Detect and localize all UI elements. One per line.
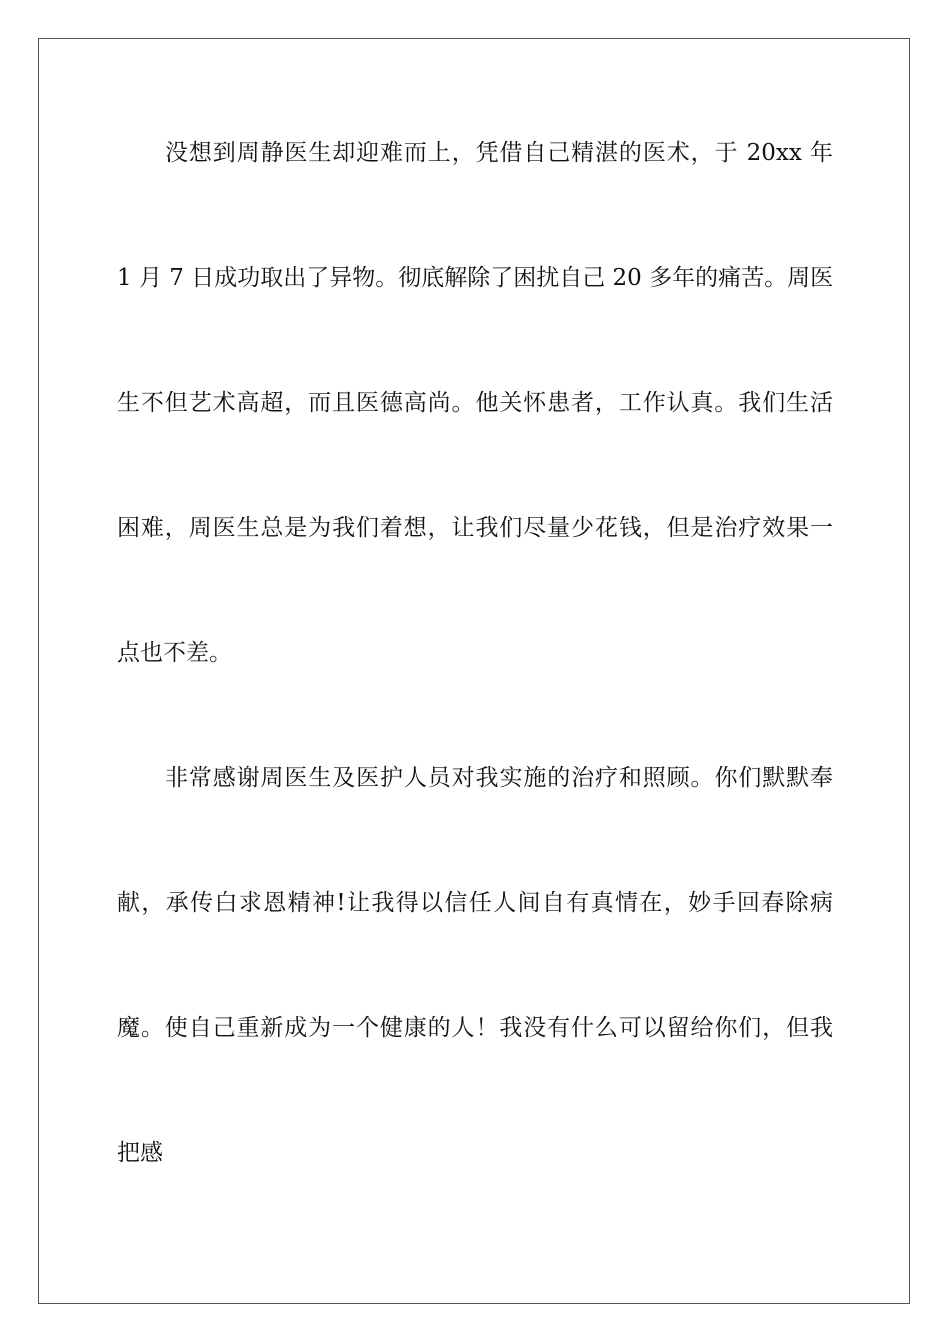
paragraph-1-line-4: 困难，周医生总是为我们着想，让我们尽量少花钱，但是治疗效果一 xyxy=(117,515,833,541)
paragraph-2-line-2: 献，承传白求恩精神!让我得以信任人间自有真情在，妙手回春除病 xyxy=(117,890,833,916)
paragraph-2-line-4: 把感 xyxy=(117,1140,163,1166)
paragraph-2-line-3: 魔。使自己重新成为一个健康的人！我没有什么可以留给你们，但我 xyxy=(117,1015,833,1041)
paragraph-1-line-1: 没想到周静医生却迎难而上，凭借自己精湛的医术，于 20xx 年 xyxy=(165,140,833,166)
page-frame xyxy=(38,38,910,1304)
paragraph-2-line-1: 非常感谢周医生及医护人员对我实施的治疗和照顾。你们默默奉 xyxy=(165,765,833,791)
paragraph-1-line-2: 1 月 7 日成功取出了异物。彻底解除了困扰自己 20 多年的痛苦。周医 xyxy=(117,265,833,291)
paragraph-1-line-3: 生不但艺术高超，而且医德高尚。他关怀患者，工作认真。我们生活 xyxy=(117,390,833,416)
paragraph-1-line-5: 点也不差。 xyxy=(117,640,232,666)
